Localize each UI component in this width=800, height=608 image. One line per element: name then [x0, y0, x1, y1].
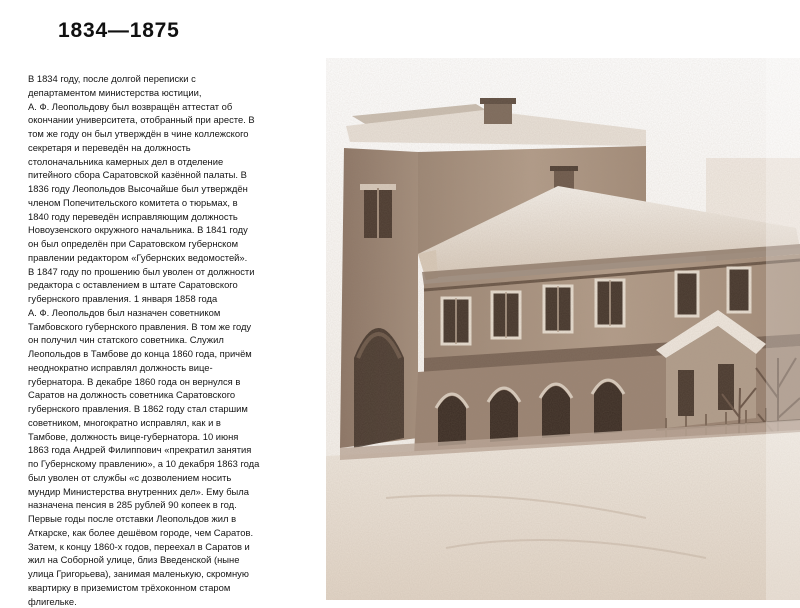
body-line: членом Попечительского комитета о тюрьмах, в: [28, 196, 328, 210]
body-line: губернского правления. В 1862 году стал старшим: [28, 402, 328, 416]
body-line: столоначальника камерных дел в отделение: [28, 155, 328, 169]
body-line: советником, многократно исправлял, как и в: [28, 416, 328, 430]
body-line: губернатора. В декабре 1860 года он вернулся в: [28, 375, 328, 389]
body-line: Первые годы после отставки Леопольдов жил в: [28, 512, 328, 526]
body-line: он получил чин статского советника. Служил: [28, 333, 328, 347]
body-line: А. Ф. Леопольдов был назначен советником: [28, 306, 328, 320]
body-line: был уволен от службы «с дозволением носить: [28, 471, 328, 485]
house-photo: [326, 58, 800, 600]
body-line: Леопольдов в Тамбове до конца 1860 года, причём: [28, 347, 328, 361]
body-line: он был определён при Саратовском губернском: [28, 237, 328, 251]
body-line: департаментом министерства юстиции,: [28, 86, 328, 100]
body-line: питейного сбора Саратовской казённой палаты. В: [28, 168, 328, 182]
body-line: Аткарске, как более дешёвом городе, чем Саратов.: [28, 526, 328, 540]
body-line: мундир Министерства внутренних дел». Ему была: [28, 485, 328, 499]
body-line: неоднократно исправлял должность вице-: [28, 361, 328, 375]
body-line: Тамбовского губернского правления. В том же году: [28, 320, 328, 334]
body-line: секретаря и переведён на должность: [28, 141, 328, 155]
body-line: 1840 году переведён исправляющим должность: [28, 210, 328, 224]
body-line: правлении редактором «Губернских ведомостей».: [28, 251, 328, 265]
body-line: В 1847 году по прошению был уволен от должности: [28, 265, 328, 279]
slide-body-text: [28, 72, 328, 608]
body-line: 1863 года Андрей Филиппович «прекратил занятия: [28, 443, 328, 457]
body-line: 1836 году Леопольдов Высочайше был утверждён: [28, 182, 328, 196]
slide-title: 1834—1875: [58, 17, 180, 45]
body-line: Затем, к концу 1860-х годов, переехал в Саратов и: [28, 540, 328, 554]
body-line: том же году он был утверждён в чине коллежского: [28, 127, 328, 141]
body-line: флигельке.: [28, 595, 328, 608]
body-line: по Губернскому правлению», а 10 декабря 1863 года: [28, 457, 328, 471]
body-line: назначена пенсия в 285 рублей 90 копеек в год.: [28, 498, 328, 512]
body-line: А. Ф. Леопольдову был возвращён аттестат об: [28, 100, 328, 114]
body-line: редактора с оставлением в штате Саратовского: [28, 278, 328, 292]
body-line: жил на Соборной улице, близ Введенской (ныне: [28, 553, 328, 567]
body-line: Новоузенского окружного начальника. В 1841 году: [28, 223, 328, 237]
body-line: улица Григорьева), занимая маленькую, скромную: [28, 567, 328, 581]
body-line: Тамбове, должность вице-губернатора. 10 июня: [28, 430, 328, 444]
body-line: Саратов на должность советника Саратовского: [28, 388, 328, 402]
body-line: губернского правления. 1 января 1858 года: [28, 292, 328, 306]
body-line: В 1834 году, после долгой переписки с: [28, 72, 328, 86]
body-line: окончании университета, отобранный при аресте. В: [28, 113, 328, 127]
body-line: квартирку в приземистом трёхоконном старом: [28, 581, 328, 595]
